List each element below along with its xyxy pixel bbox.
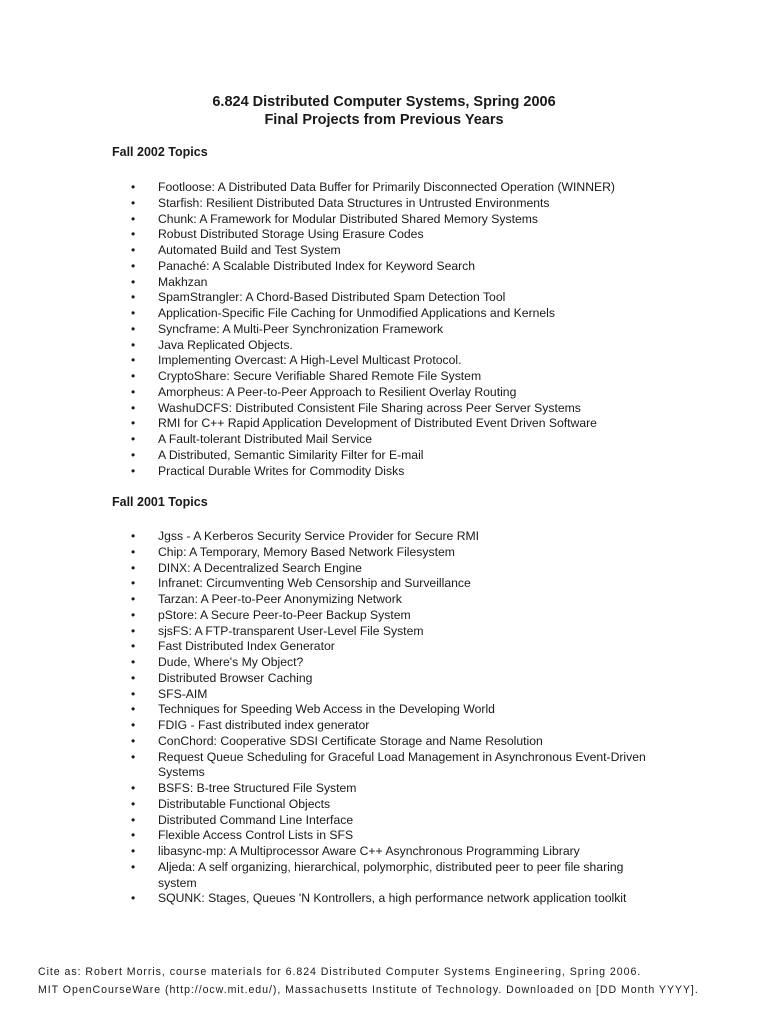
topic-item: • Chunk: A Framework for Modular Distributed Shared Memory Systems xyxy=(131,212,651,228)
topic-item: • Automated Build and Test System xyxy=(131,243,651,259)
topic-item: • A Fault-tolerant Distributed Mail Service xyxy=(131,432,651,448)
topic-item: • RMI for C++ Rapid Application Development of Distributed Event Driven Software xyxy=(131,416,651,432)
section-heading-fall-2001: Fall 2001 Topics xyxy=(112,495,208,509)
topic-item: • SQUNK: Stages, Queues 'N Kontrollers, a high performance network application toolkit xyxy=(131,891,651,907)
topic-item: • Request Queue Scheduling for Graceful Load Management in Asynchronous Event-Driven Systems xyxy=(131,750,651,782)
topic-item: • CryptoShare: Secure Verifiable Shared Remote File System xyxy=(131,369,651,385)
topic-item: • Dude, Where's My Object? xyxy=(131,655,651,671)
topic-item: • BSFS: B-tree Structured File System xyxy=(131,781,651,797)
citation-footer xyxy=(38,963,738,999)
topic-item: • Footloose: A Distributed Data Buffer for Primarily Disconnected Operation (WINNER) xyxy=(131,180,651,196)
topic-item: • Panaché: A Scalable Distributed Index for Keyword Search xyxy=(131,259,651,275)
topic-item: • SpamStrangler: A Chord-Based Distributed Spam Detection Tool xyxy=(131,290,651,306)
topic-item: • Flexible Access Control Lists in SFS xyxy=(131,828,651,844)
topic-item: • DINX: A Decentralized Search Engine xyxy=(131,561,651,577)
topic-item: • Implementing Overcast: A High-Level Multicast Protocol. xyxy=(131,353,651,369)
topic-item: • FDIG - Fast distributed index generator xyxy=(131,718,651,734)
topic-item: • Distributable Functional Objects xyxy=(131,797,651,813)
topic-item: • Tarzan: A Peer-to-Peer Anonymizing Network xyxy=(131,592,651,608)
document-title-block xyxy=(0,93,768,129)
topic-item: • Application-Specific File Caching for Unmodified Applications and Kernels xyxy=(131,306,651,322)
topic-item: • Techniques for Speeding Web Access in the Developing World xyxy=(131,702,651,718)
section-heading-fall-2002: Fall 2002 Topics xyxy=(112,145,208,159)
topic-item: • Aljeda: A self organizing, hierarchical, polymorphic, distributed peer to peer file sharing system xyxy=(131,860,651,892)
topic-item: • Amorpheus: A Peer-to-Peer Approach to Resilient Overlay Routing xyxy=(131,385,651,401)
topic-list-fall-2001 xyxy=(131,529,651,907)
document-subtitle: Final Projects from Previous Years xyxy=(264,112,504,128)
topic-item: • Jgss - A Kerberos Security Service Provider for Secure RMI xyxy=(131,529,651,545)
topic-item: • Infranet: Circumventing Web Censorship and Surveillance xyxy=(131,576,651,592)
topic-item: • Java Replicated Objects. xyxy=(131,338,651,354)
topic-item: • Robust Distributed Storage Using Erasure Codes xyxy=(131,227,651,243)
topic-item: • Practical Durable Writes for Commodity Disks xyxy=(131,464,651,480)
document-title: 6.824 Distributed Computer Systems, Spring 2006 xyxy=(212,94,556,110)
topic-item: • Fast Distributed Index Generator xyxy=(131,639,651,655)
topic-item: • Syncframe: A Multi-Peer Synchronization Framework xyxy=(131,322,651,338)
topic-item: • WashuDCFS: Distributed Consistent File Sharing across Peer Server Systems xyxy=(131,401,651,417)
topic-item: • sjsFS: A FTP-transparent User-Level File System xyxy=(131,624,651,640)
topic-item: • ConChord: Cooperative SDSI Certificate Storage and Name Resolution xyxy=(131,734,651,750)
citation-line-2: MIT OpenCourseWare (http://ocw.mit.edu/), Massachusetts Institute of Technology. Downloaded on [DD Month YYYY]. xyxy=(38,984,699,996)
topic-item: • libasync-mp: A Multiprocessor Aware C++ Asynchronous Programming Library xyxy=(131,844,651,860)
topic-item: • Makhzan xyxy=(131,275,651,291)
topic-item: • Distributed Command Line Interface xyxy=(131,813,651,829)
topic-list-fall-2002 xyxy=(131,180,651,479)
topic-item: • Chip: A Temporary, Memory Based Network Filesystem xyxy=(131,545,651,561)
topic-item: • pStore: A Secure Peer-to-Peer Backup System xyxy=(131,608,651,624)
topic-item: • SFS-AIM xyxy=(131,687,651,703)
topic-item: • A Distributed, Semantic Similarity Filter for E-mail xyxy=(131,448,651,464)
topic-item: • Distributed Browser Caching xyxy=(131,671,651,687)
citation-line-1: Cite as: Robert Morris, course materials for 6.824 Distributed Computer Systems Engineering, Spring 2006. xyxy=(38,966,642,978)
topic-item: • Starfish: Resilient Distributed Data Structures in Untrusted Environments xyxy=(131,196,651,212)
